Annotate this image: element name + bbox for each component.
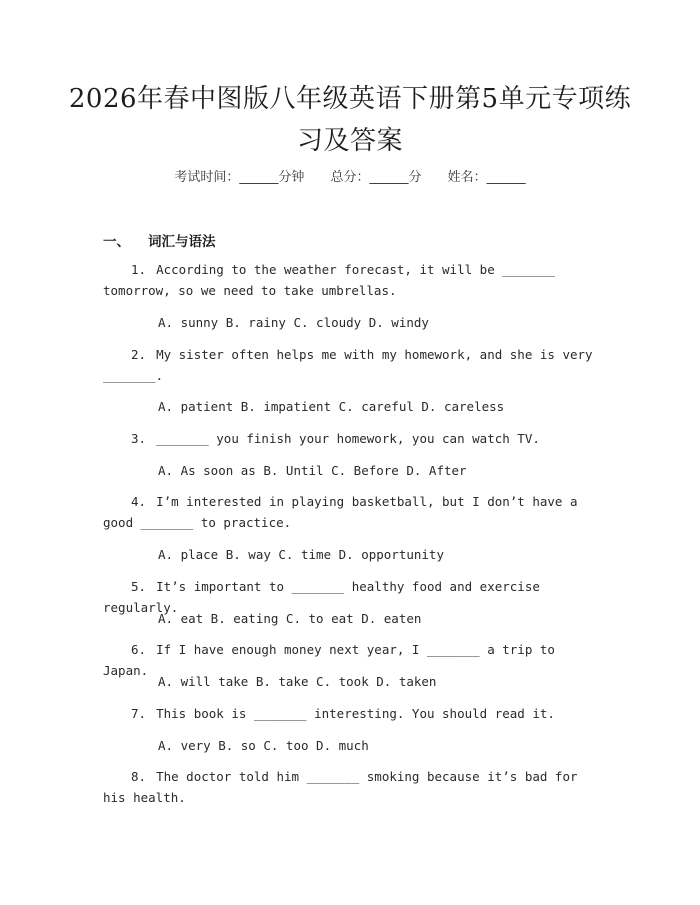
question-number: 4. [131,494,147,509]
question-8 [103,766,597,808]
question-text: It’s important to _______ healthy food and exercise regularly. [103,579,540,615]
question-7 [103,703,597,724]
question-text: _______ you finish your homework, you can watch TV. [156,431,540,446]
question-7-options: A. very B. so C. too D. much [158,738,369,753]
question-1-options: A. sunny B. rainy C. cloudy D. windy [158,315,429,330]
section-number: 一、 [103,234,130,250]
question-4 [103,491,597,533]
exam-info-line [0,166,700,185]
section-title: 词汇与语法 [148,234,216,250]
question-4-options: A. place B. way C. time D. opportunity [158,547,444,562]
question-number: 1. [131,262,147,277]
question-text: My sister often helps me with my homework, and she is very _______. [103,347,593,383]
question-number: 3. [131,431,147,446]
exam-time-field: 考试时间：______分钟 [174,170,305,185]
question-text: If I have enough money next year, I _______ a trip to Japan. [103,642,555,678]
question-number: 7. [131,706,147,721]
question-text: According to the weather forecast, it will be _______ tomorrow, so we need to take umbrellas. [103,262,555,298]
question-number: 5. [131,579,147,594]
question-text: This book is _______ interesting. You should read it. [156,706,555,721]
question-5-options: A. eat B. eating C. to eat D. eaten [158,611,422,626]
question-2 [103,344,597,386]
question-text: I’m interested in playing basketball, but I don’t have a good _______ to practice. [103,494,578,530]
question-number: 8. [131,769,147,784]
section-heading [103,230,216,250]
question-6-options: A. will take B. take C. took D. taken [158,674,437,689]
question-3-options: A. As soon as B. Until C. Before D. After [158,463,467,478]
question-number: 6. [131,642,147,657]
question-3 [103,428,597,449]
total-score-field: 总分：______分 [330,170,422,185]
question-text: The doctor told him _______ smoking because it’s bad for his health. [103,769,578,805]
student-name-field: 姓名：______ [447,170,526,185]
question-1 [103,259,597,301]
question-number: 2. [131,347,147,362]
question-2-options: A. patient B. impatient C. careful D. careless [158,399,505,414]
document-title: 2026年春中图版八年级英语下册第5单元专项练习及答案 [68,84,632,156]
